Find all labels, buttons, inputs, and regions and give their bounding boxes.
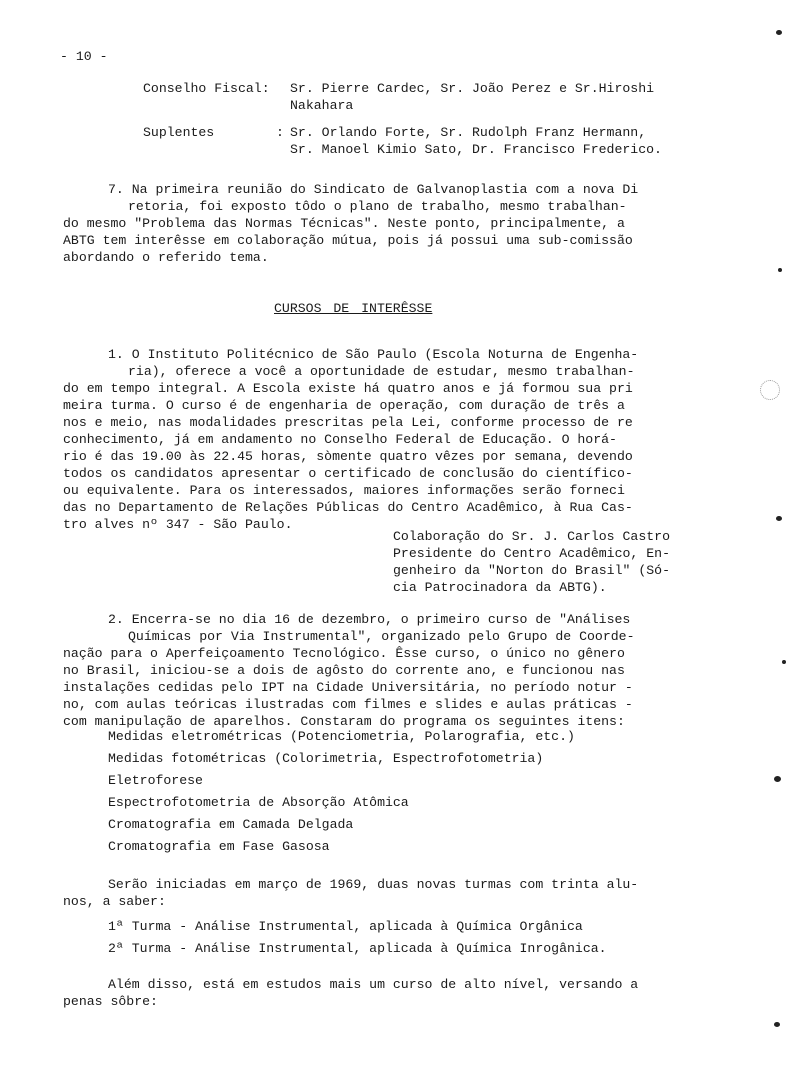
item1-line: 1. O Instituto Politécnico de São Paulo (Escola Noturna de Engenha-: [108, 347, 639, 362]
section-heading: CURSOS DE INTERÊSSE: [274, 301, 433, 316]
item1-line: meira turma. O curso é de engenharia de operação, com duração de três a: [63, 398, 625, 413]
item2-line: instalações cedidas pelo IPT na Cidade Universitária, no período notur -: [63, 680, 633, 695]
scan-ring-mark: [760, 380, 780, 400]
item1-line: do em tempo integral. A Escola existe há quatro anos e já formou sua pri: [63, 381, 633, 396]
new-classes-line: nos, a saber:: [63, 894, 166, 909]
item2-line: Químicas por Via Instrumental", organizado pelo Grupo de Coorde-: [128, 629, 635, 644]
scan-speck: [776, 30, 782, 35]
substitutes-label: Suplentes: [143, 125, 215, 140]
scan-speck: [782, 660, 786, 664]
item1-line: conhecimento, já em andamento no Conselho Federal de Educação. O horá-: [63, 432, 617, 447]
item2-line: 2. Encerra-se no dia 16 de dezembro, o primeiro curso de "Análises: [108, 612, 631, 627]
substitutes-names-line: Sr. Orlando Forte, Sr. Rudolph Franz Hermann,: [290, 125, 647, 140]
item2-line: no Brasil, iniciou-se a dois de agôsto do corrente ano, e funcionou nas: [63, 663, 625, 678]
fiscal-council-label: Conselho Fiscal:: [143, 81, 270, 96]
item1-line: das no Departamento de Relações Públicas do Centro Acadêmico, à Rua Cas-: [63, 500, 633, 515]
item2-line: nação para o Aperfeiçoamento Tecnológico. Êsse curso, o único no gênero: [63, 646, 625, 661]
credit-line: Colaboração do Sr. J. Carlos Castro: [393, 529, 670, 544]
item7-line: ABTG tem interêsse em colaboração mútua, pois já possui uma sub-comissão: [63, 233, 633, 248]
scan-speck: [776, 516, 782, 521]
item1-line: todos os candidatos apresentar o certificado de conclusão do científico-: [63, 466, 633, 481]
program-item: Espectrofotometria de Absorção Atômica: [108, 795, 409, 810]
item7-line: abordando o referido tema.: [63, 250, 269, 265]
item7-line: 7. Na primeira reunião do Sindicato de Galvanoplastia com a nova Di: [108, 182, 639, 197]
item1-line: ou equivalente. Para os interessados, maiores informações serão forneci: [63, 483, 625, 498]
item7-line: do mesmo "Problema das Normas Técnicas". Neste ponto, principalmente, a: [63, 216, 625, 231]
item7-line: retoria, foi exposto tôdo o plano de trabalho, mesmo trabalhan-: [128, 199, 627, 214]
class-item: 1ª Turma - Análise Instrumental, aplicada à Química Orgânica: [108, 919, 583, 934]
fiscal-council-names-line: Sr. Pierre Cardec, Sr. João Perez e Sr.Hiroshi: [290, 81, 655, 96]
item1-line: rio é das 19.00 às 22.45 horas, sòmente quatro vêzes por semana, devendo: [63, 449, 633, 464]
item1-line: tro alves nº 347 - São Paulo.: [63, 517, 293, 532]
new-classes-line: Serão iniciadas em março de 1969, duas novas turmas com trinta alu-: [108, 877, 639, 892]
page-number: - 10 -: [60, 49, 108, 64]
closing-line: Além disso, está em estudos mais um curso de alto nível, versando a: [108, 977, 639, 992]
item2-line: no, com aulas teóricas ilustradas com filmes e slides e aulas práticas -: [63, 697, 633, 712]
item1-line: ria), oferece a você a oportunidade de estudar, mesmo trabalhan-: [128, 364, 635, 379]
credit-line: cia Patrocinadora da ABTG).: [393, 580, 607, 595]
substitutes-colon: :: [276, 125, 284, 140]
program-item: Medidas fotométricas (Colorimetria, Espectrofotometria): [108, 751, 544, 766]
closing-line: penas sôbre:: [63, 994, 158, 1009]
credit-line: genheiro da "Norton do Brasil" (Só-: [393, 563, 670, 578]
program-item: Cromatografia em Camada Delgada: [108, 817, 354, 832]
credit-line: Presidente do Centro Acadêmico, En-: [393, 546, 670, 561]
fiscal-council-names-line: Nakahara: [290, 98, 354, 113]
item1-line: nos e meio, nas modalidades prescritas pela Lei, conforme processo de re: [63, 415, 633, 430]
substitutes-names-line: Sr. Manoel Kimio Sato, Dr. Francisco Frederico.: [290, 142, 662, 157]
item2-line: com manipulação de aparelhos. Constaram do programa os seguintes itens:: [63, 714, 625, 729]
class-item: 2ª Turma - Análise Instrumental, aplicada à Química Inrogânica.: [108, 941, 607, 956]
program-item: Eletroforese: [108, 773, 203, 788]
scan-speck: [774, 776, 781, 782]
scan-speck: [774, 1022, 780, 1027]
program-item: Medidas eletrométricas (Potenciometria, Polarografia, etc.): [108, 729, 575, 744]
scan-speck: [778, 268, 782, 272]
program-item: Cromatografia em Fase Gasosa: [108, 839, 330, 854]
